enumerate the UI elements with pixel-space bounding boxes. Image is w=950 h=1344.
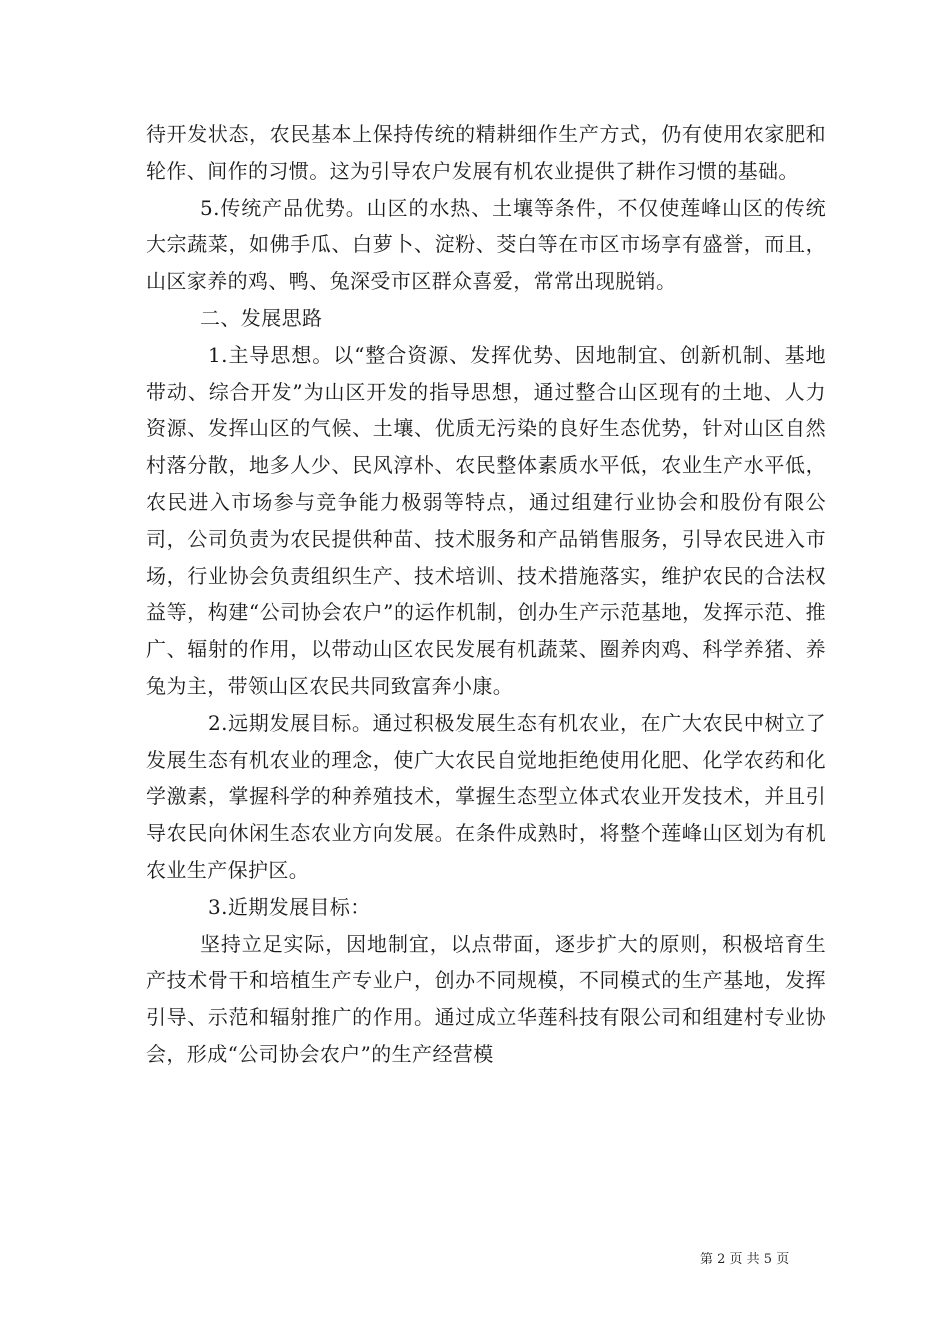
paragraph-long-term-goal: 2.远期发展目标。通过积极发展生态有机农业，在广大农民中树立了发展生态有机农业的理念，使广大农民自觉地拒绝使用化肥、化学农药和化学激素，掌握科学的种养殖技术，掌握生态型立体式农业开发技术，并且引导农民向休闲生态农业方向发展。在条件成熟时，将整个莲峰山区划为有机农业生产保护区。 <box>146 710 826 882</box>
paragraph-short-term-goal-heading: 3.近期发展目标： <box>208 894 371 919</box>
section-heading-development-ideas: 二、发展思路 <box>200 305 323 330</box>
paragraph-continuation: 待开发状态，农民基本上保持传统的精耕细作生产方式，仍有使用农家肥和轮作、间作的习惯。这为引导农户发展有机农业提供了耕作习惯的基础。 <box>146 122 826 183</box>
document-body <box>146 116 826 1073</box>
paragraph-traditional-products: 5.传统产品优势。山区的水热、土壤等条件，不仅使莲峰山区的传统大宗蔬菜，如佛手瓜、白萝卜、淀粉、茭白等在市区市场享有盛誉，而且，山区家养的鸡、鸭、兔深受市区群众喜爱，常常出现脱销。 <box>146 195 826 294</box>
page-number-footer: 第 2 页 共 5 页 <box>700 1252 790 1267</box>
paragraph-guiding-thought: 1.主导思想。以“整合资源、发挥优势、因地制宜、创新机制、基地带动、综合开发”为山区开发的指导思想，通过整合山区现有的土地、人力资源、发挥山区的气候、土壤、优质无污染的良好生态优势，针对山区自然村落分散，地多人少、民风淳朴、农民整体素质水平低，农业生产水平低，农民进入市场参与竞争能力极弱等特点，通过组建行业协会和股份有限公司，公司负责为农民提供种苗、技术服务和产品销售服务，引导农民进入市场，行业协会负责组织生产、技术培训、技术措施落实，维护农民的合法权益等，构建“公司协会农户”的运作机制，创办生产示范基地，发挥示范、推广、辐射的作用，以带动山区农民发展有机蔬菜、圈养肉鸡、科学养猪、养兔为主，带领山区农民共同致富奔小康。 <box>146 342 826 698</box>
paragraph-short-term-goal-body: 坚持立足实际，因地制宜，以点带面，逐步扩大的原则，积极培育生产技术骨干和培植生产专业户，创办不同规模，不同模式的生产基地，发挥引导、示范和辐射推广的作用。通过成立华莲科技有限公司和组建村专业协会，形成“公司协会农户”的生产经营模 <box>146 931 826 1066</box>
